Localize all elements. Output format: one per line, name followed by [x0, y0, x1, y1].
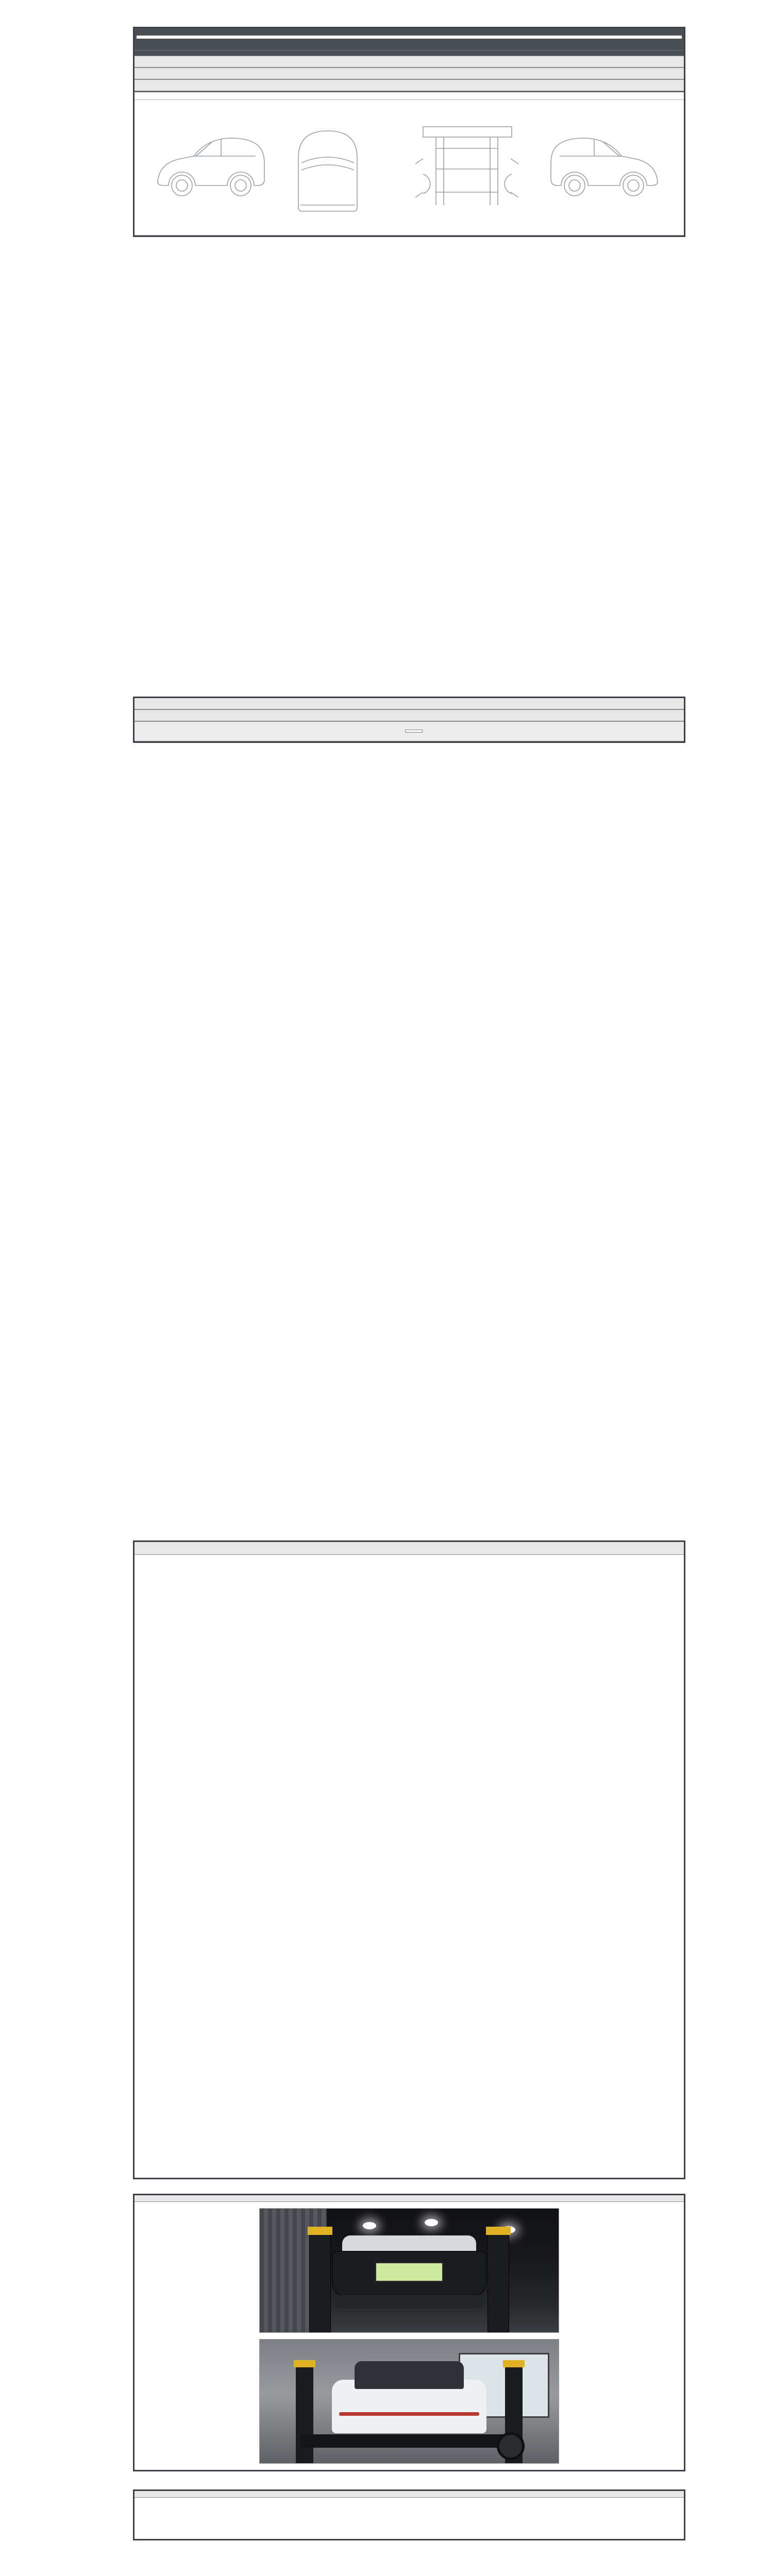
notice-card	[133, 1540, 685, 2179]
page2-card	[133, 697, 685, 743]
status-code-legend	[135, 91, 684, 96]
final-price-band	[135, 721, 684, 741]
lift-post-left	[296, 2360, 313, 2463]
lift-post-cap	[308, 2227, 332, 2235]
photos-card	[133, 2194, 685, 2471]
lift-post-cap	[503, 2360, 525, 2367]
car-hood	[342, 2235, 476, 2253]
lift-platform	[301, 2434, 517, 2448]
notice-heading	[135, 1542, 684, 1555]
ceiling-light	[363, 2222, 376, 2229]
overall-heading	[135, 67, 684, 79]
car-rear-silhouette	[332, 2361, 486, 2433]
car-front-silhouette	[332, 2235, 486, 2313]
car-bumper	[335, 2295, 483, 2309]
notice-body	[135, 1555, 684, 1571]
page1-card	[133, 27, 685, 237]
signature-heading	[135, 2491, 684, 2498]
signature-card	[133, 2489, 685, 2540]
car-wheel	[497, 2432, 525, 2460]
lift-post-right	[488, 2233, 509, 2332]
title-stripe	[137, 36, 682, 39]
final-price-value[interactable]	[405, 730, 423, 733]
lift-post-cap	[294, 2360, 315, 2367]
inspection-photo-front	[259, 2208, 559, 2333]
etc-heading	[135, 709, 684, 721]
title-band	[135, 28, 684, 50]
ceiling-light	[425, 2219, 438, 2226]
detail-heading	[135, 698, 684, 709]
signature-body	[135, 2498, 684, 2539]
license-plate	[375, 2262, 443, 2282]
document-number	[135, 50, 684, 56]
legend-note	[135, 96, 684, 100]
photos-heading	[135, 2195, 684, 2202]
car-rear-glass	[355, 2361, 464, 2389]
lift-post-cap	[486, 2227, 511, 2235]
basic-info-heading	[135, 56, 684, 67]
vehicle-diagram-svg	[135, 102, 681, 231]
lift-post-left	[309, 2233, 331, 2332]
inspection-photo-rear	[259, 2339, 559, 2464]
vehicle-diagram	[135, 100, 684, 235]
accident-heading	[135, 79, 684, 91]
car-taillight-strip	[339, 2412, 479, 2416]
